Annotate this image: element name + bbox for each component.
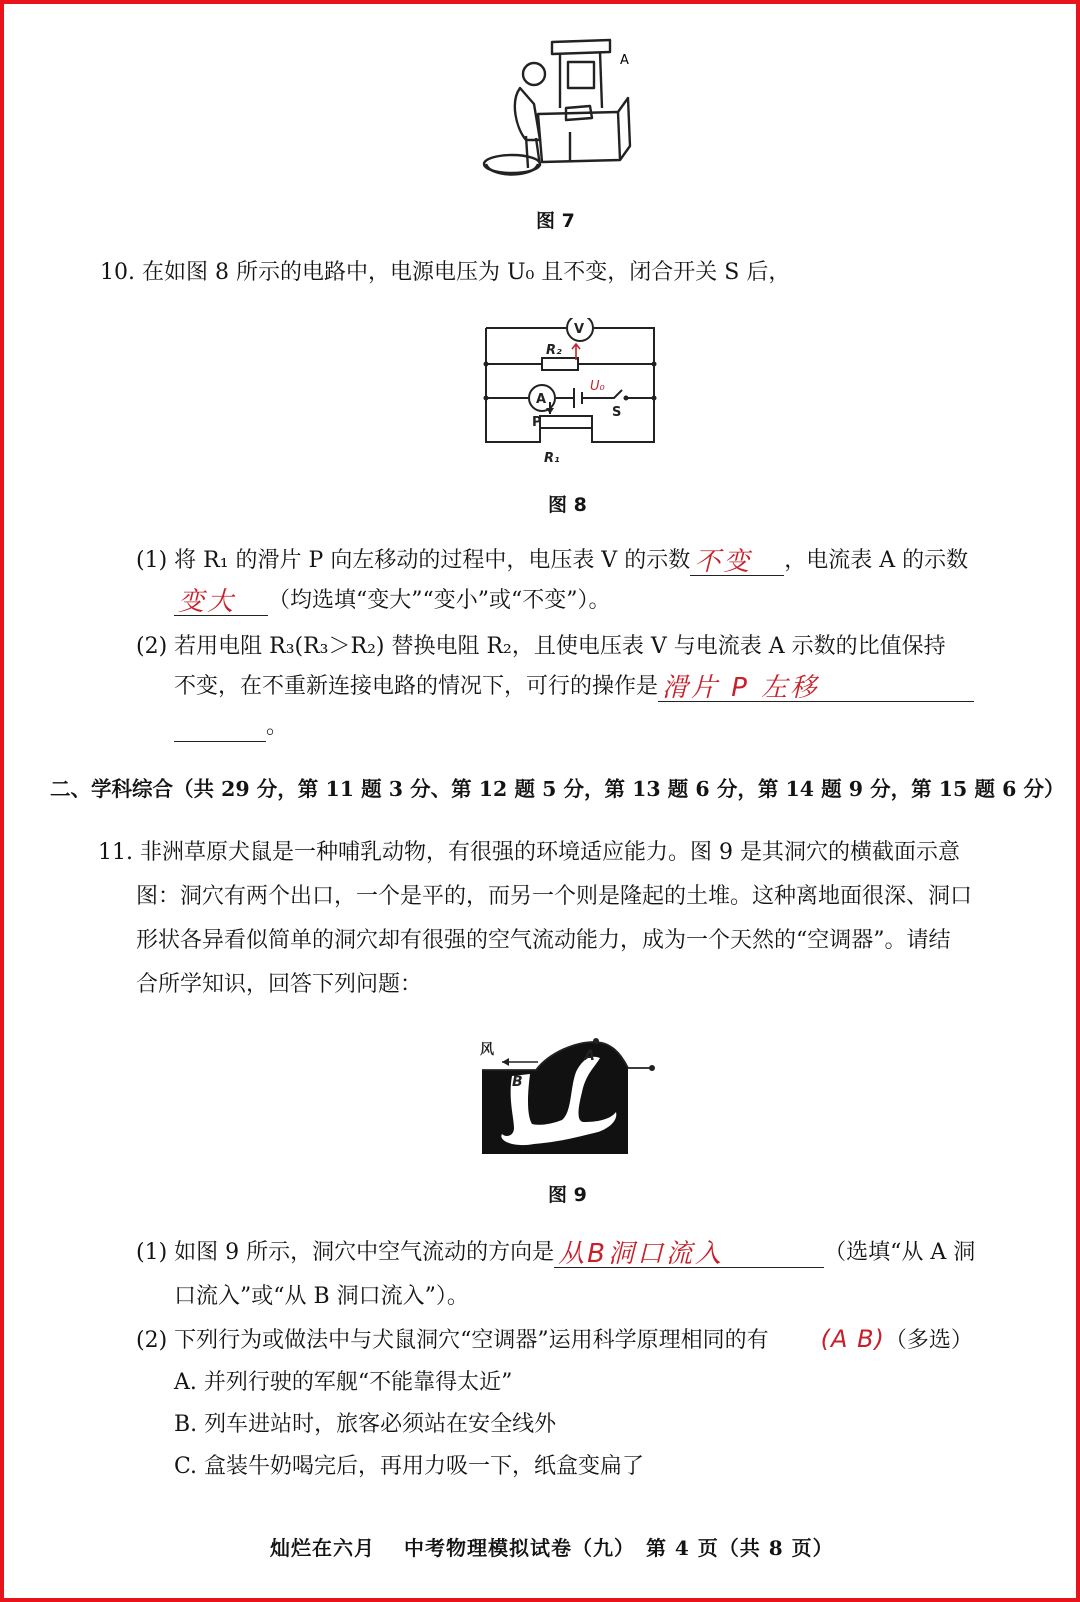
q10-p1-text-b: ，电流表 A 的示数 [784, 548, 969, 573]
fig8-s-label: S [612, 405, 622, 420]
q10-p2-answer-blank-continued[interactable] [174, 713, 266, 742]
fig7-label-a: A [620, 53, 629, 68]
fig8-ammeter-label: A [536, 392, 547, 407]
q11-p1-text-b: （选填“从 A 洞 [824, 1240, 976, 1265]
question-11-part-1-line-2: 口流入”或“从 B 洞口流入”）。 [174, 1284, 469, 1309]
q10-p2-text: 不变，在不重新连接电路的情况下，可行的操作是 [174, 674, 659, 699]
question-10-part-1-line-1 [136, 546, 968, 576]
figure-9-caption: 图 9 [548, 1184, 587, 1206]
fig8-p-label: P [532, 415, 542, 430]
fig9-label-a: A [584, 1048, 595, 1064]
figure-7-well-illustration [470, 28, 640, 188]
q10-p1-answer-1: 不变 [694, 547, 753, 577]
q11-option-c: C. 盒装牛奶喝完后，再用力吸一下，纸盒变扁了 [174, 1454, 645, 1479]
q11-p2-answer: (A B) [820, 1325, 885, 1353]
figure-7-caption: 图 7 [536, 210, 575, 232]
question-11-stem-line-3: 形状各异看似简单的洞穴却有很强的空气流动能力，成为一个天然的“空调器”。请结 [136, 928, 951, 953]
question-10-part-2-line-3 [174, 712, 288, 742]
q11-p1-answer: 从B洞口流入 [558, 1239, 724, 1269]
question-10-part-2-line-2 [174, 672, 974, 702]
section-2-heading: 二、学科综合（共 29 分，第 11 题 3 分、第 12 题 5 分，第 13 题 6 分，第 14 题 9 分，第 15 题 6 分） [50, 777, 1065, 801]
fig8-r2-label: R₂ [546, 343, 562, 358]
q11-p2-text: (2) 下列行为或做法中与犬鼠洞穴“空调器”运用科学原理相同的有 [136, 1328, 769, 1353]
fig9-wind-label: 风 [480, 1042, 494, 1058]
q10-p1-answer-2-blank[interactable] [174, 587, 268, 616]
q11-p2-tail: （多选） [884, 1328, 973, 1353]
figure-8-caption: 图 8 [548, 494, 587, 516]
fig8-r1-label: R₁ [544, 451, 560, 466]
q10-p2-answer: 滑片 P 左移 [662, 673, 820, 703]
question-11-part-2-stem [136, 1324, 973, 1356]
q10-p2-end: 。 [266, 714, 289, 739]
question-10-part-1-line-2 [174, 586, 610, 616]
q11-p1-answer-blank[interactable] [554, 1239, 824, 1268]
q10-p1-text-c: （均选填“变大”“变小”或“不变”）。 [268, 588, 611, 613]
q10-p2-answer-blank[interactable] [658, 673, 974, 702]
question-11-stem-line-1: 11. 非洲草原犬鼠是一种哺乳动物，有很强的环境适应能力。图 9 是其洞穴的横截面示意 [98, 840, 960, 865]
q11-p1-text-a: (1) 如图 9 所示，洞穴中空气流动的方向是 [136, 1240, 555, 1265]
q10-p1-text-a: (1) 将 R₁ 的滑片 P 向左移动的过程中，电压表 V 的示数 [136, 548, 691, 573]
fig8-u0-label: U₀ [590, 379, 605, 394]
question-10-stem: 10. 在如图 8 所示的电路中，电源电压为 U₀ 且不变，闭合开关 S 后， [100, 260, 791, 285]
question-11-stem-line-2: 图：洞穴有两个出口，一个是平的，而另一个则是隆起的土堆。这种离地面很深、洞口 [136, 884, 973, 909]
question-11-part-1-line-1 [136, 1238, 975, 1268]
q11-option-b: B. 列车进站时，旅客必须站在安全线外 [174, 1412, 557, 1437]
fig8-voltmeter-label: V [574, 322, 585, 337]
question-10-part-2-line-1: (2) 若用电阻 R₃(R₃＞R₂) 替换电阻 R₂，且使电压表 V 与电流表 A 示数的比值保持 [136, 634, 946, 659]
figure-8-circuit-diagram [480, 318, 680, 468]
question-11-stem-line-4: 合所学知识，回答下列问题： [136, 972, 423, 997]
page-footer: 灿烂在六月 中考物理模拟试卷（九） 第 4 页（共 8 页） [270, 1536, 834, 1560]
figure-9-burrow-diagram [478, 1028, 658, 1158]
q10-p1-answer-1-blank[interactable] [690, 547, 784, 576]
fig9-label-b: B [512, 1074, 523, 1090]
q10-p1-answer-2: 变大 [178, 587, 237, 617]
q11-option-a: A. 并列行驶的军舰“不能靠得太近” [174, 1370, 513, 1395]
